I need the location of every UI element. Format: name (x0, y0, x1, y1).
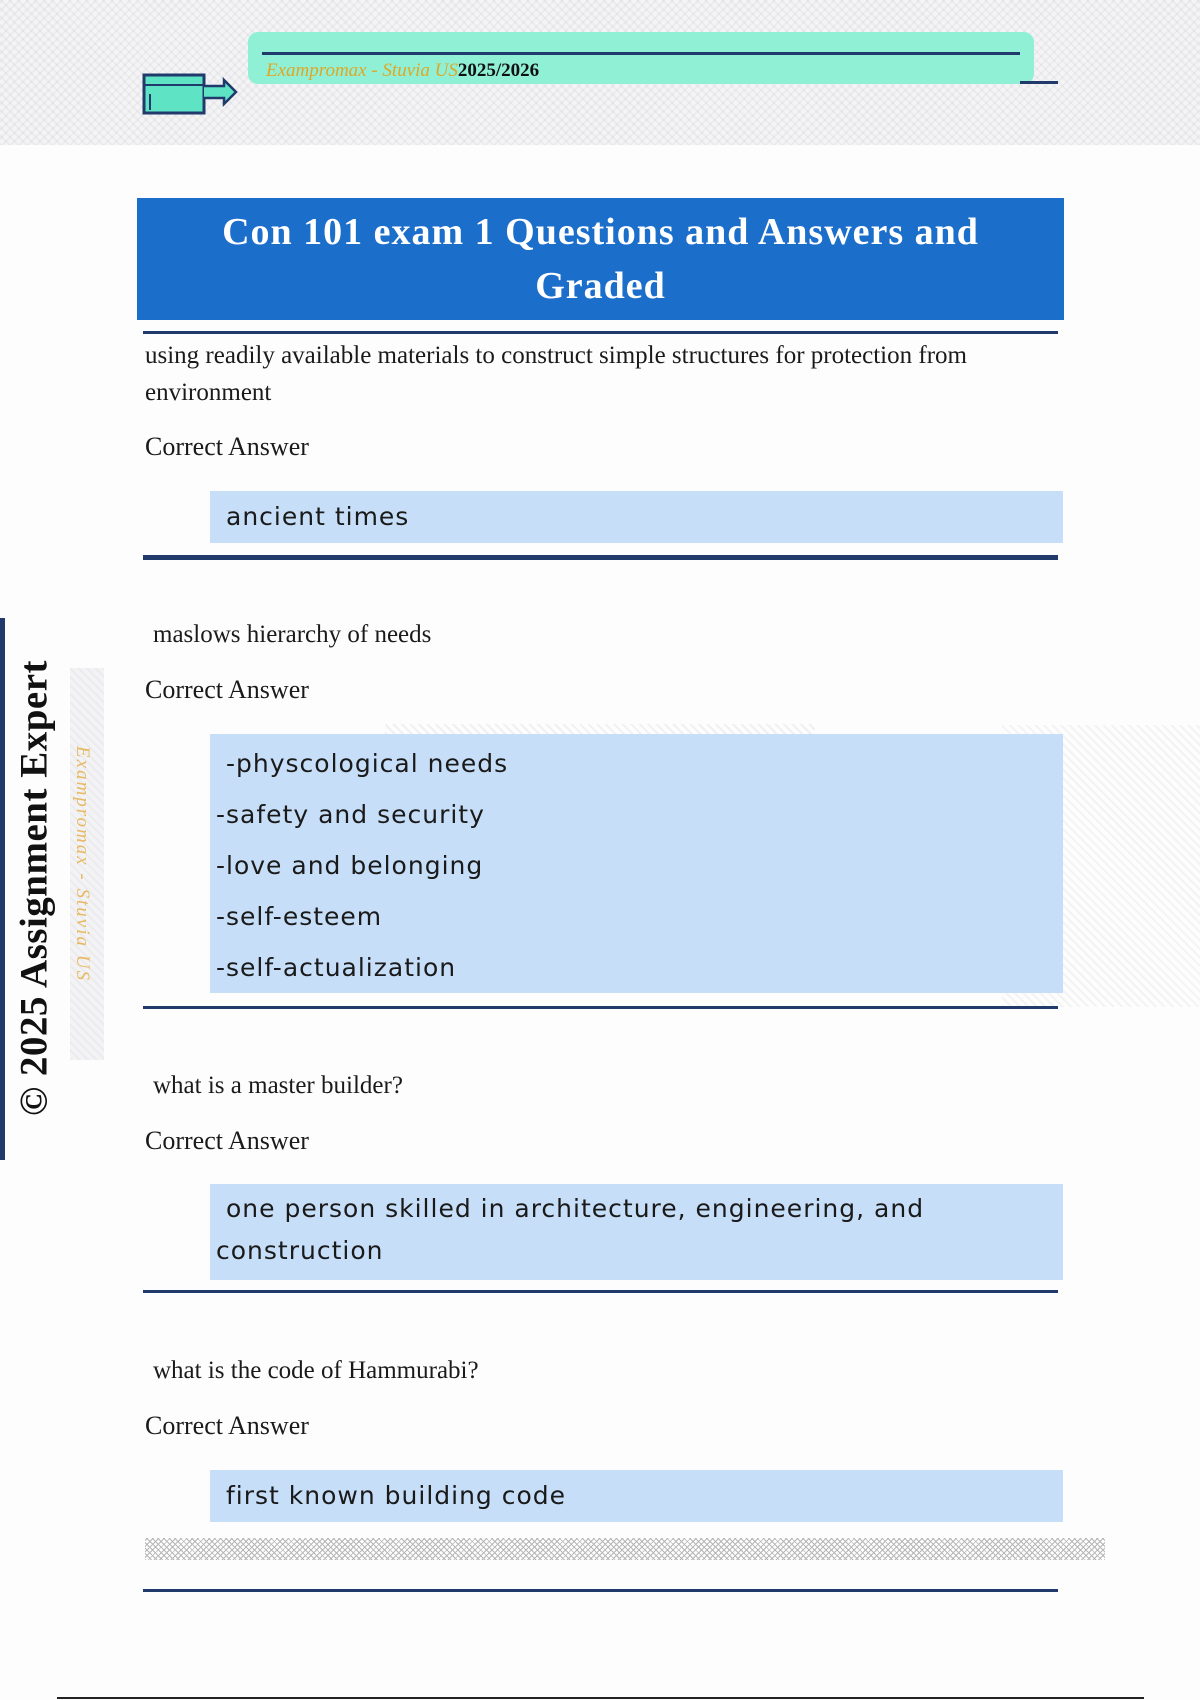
qa-divider (143, 1006, 1058, 1009)
qa-divider (143, 555, 1058, 560)
answer-box (210, 734, 1063, 993)
question-text: maslows hierarchy of needs (153, 621, 432, 648)
answer-line: one person skilled in architecture, engineering, and (226, 1194, 925, 1223)
header-source: Exampromax - Stuvia US (266, 60, 458, 81)
answer-line: ancient times (226, 502, 410, 531)
question-text: using readily available materials to construct simple structures for protection from environment (145, 342, 967, 406)
question-text: what is the code of Hammurabi? (153, 1357, 479, 1384)
correct-answer-label: Correct Answer (145, 1411, 309, 1440)
correct-answer-label: Correct Answer (145, 675, 309, 704)
correct-answer-label: Correct Answer (145, 1126, 309, 1155)
answer-line: -physcological needs (226, 749, 509, 778)
answer-line: -self-esteem (216, 902, 383, 931)
document-arrow-icon (142, 72, 238, 116)
decorative-hatch-strip (145, 1538, 1105, 1560)
document-title: Con 101 exam 1 Questions and Answers and Graded (137, 198, 1064, 320)
question-text: what is a master builder? (153, 1072, 403, 1099)
page-bottom-rule (57, 1697, 1144, 1699)
answer-line: -safety and security (216, 800, 485, 829)
correct-answer-label: Correct Answer (145, 432, 309, 461)
qa-divider (143, 1589, 1058, 1592)
qa-divider (143, 1290, 1058, 1293)
answer-line: construction (216, 1236, 384, 1265)
answer-box (210, 1184, 1063, 1280)
header-year: 2025/2026 (457, 60, 540, 81)
header-rule-right (1020, 81, 1058, 84)
title-divider (143, 331, 1058, 334)
header-text (266, 60, 539, 82)
answer-line: -self-actualization (216, 953, 457, 982)
faint-source-watermark: Exampromax - Stuvia US (72, 746, 93, 982)
header-rule (262, 52, 1020, 55)
answer-box (210, 1470, 1063, 1522)
answer-line: -love and belonging (216, 851, 484, 880)
answer-box (210, 491, 1063, 543)
copyright-watermark: © 2025 Assignment Expert (12, 659, 56, 1117)
background-hatch-strip (385, 724, 815, 734)
side-accent-bar (0, 618, 5, 1160)
answer-line: first known building code (226, 1481, 567, 1510)
